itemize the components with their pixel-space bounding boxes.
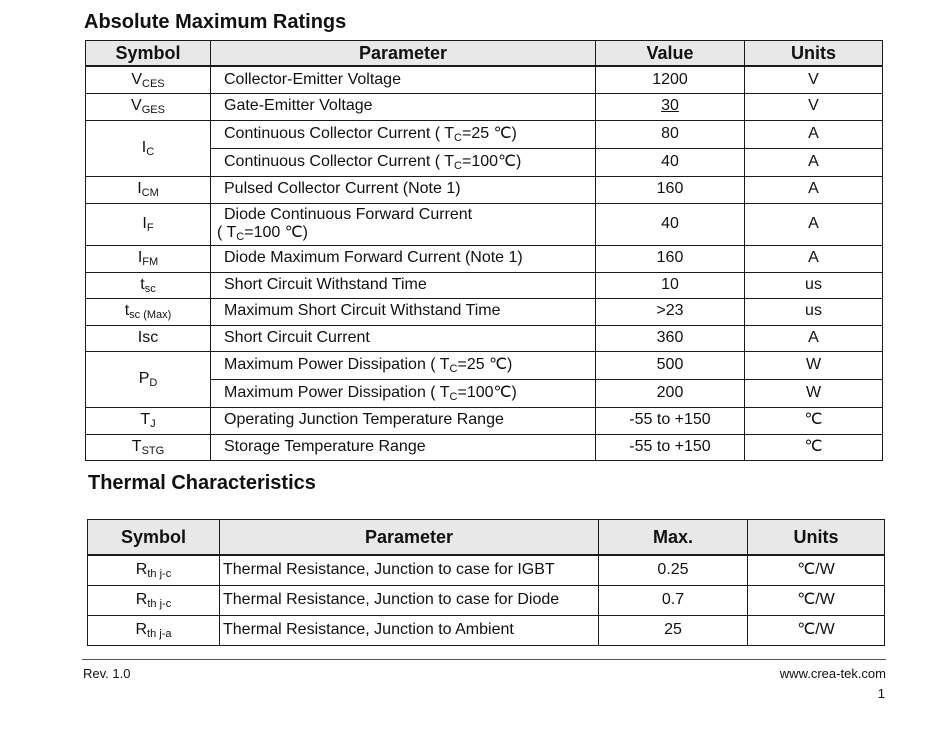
symbol-cell: $R_{th j-a}$ <box>88 616 220 646</box>
parameter-cell: Short Circuit Withstand Time <box>211 272 596 298</box>
parameter-cell: Maximum Power Dissipation ( $T_C=25$ ℃) <box>211 351 596 379</box>
parameter-cell: Continuous Collector Current ( $T_C=25$ ℃) <box>211 120 596 148</box>
symbol-cell: $P_D$ <box>86 351 211 407</box>
unit-cell: ℃/W <box>748 586 885 616</box>
footer-divider <box>82 659 886 660</box>
unit-cell: ℃/W <box>748 555 885 586</box>
website-link[interactable]: www.crea-tek.com <box>779 666 886 681</box>
parameter-cell: Thermal Resistance, Junction to Ambient <box>220 616 599 646</box>
header-max: Max. <box>599 520 748 556</box>
value-cell: 0.7 <box>599 586 748 616</box>
parameter-cell: Operating Junction Temperature Range <box>211 407 596 434</box>
table-row <box>86 407 883 434</box>
unit-cell: ℃/W <box>748 616 885 646</box>
parameter-cell: Thermal Resistance, Junction to case for IGBT <box>220 555 599 586</box>
unit-cell: A <box>745 325 883 351</box>
symbol-cell: $t_{sc (Max)}$ <box>86 298 211 325</box>
table-row <box>86 245 883 272</box>
page-number: 1 <box>877 686 885 701</box>
symbol-cell: $I_F$ <box>86 203 211 245</box>
value-cell: 160 <box>596 245 745 272</box>
value-cell: 160 <box>596 176 745 203</box>
unit-cell: ℃ <box>745 434 883 460</box>
symbol-cell: $V_{CES}$ <box>86 66 211 93</box>
parameter-cell: Gate-Emitter Voltage <box>211 93 596 120</box>
header-symbol: Symbol <box>88 520 220 556</box>
symbol-cell: $I_{FM}$ <box>86 245 211 272</box>
parameter-cell: Diode Maximum Forward Current (Note 1) <box>211 245 596 272</box>
parameter-cell: Pulsed Collector Current (Note 1) <box>211 176 596 203</box>
symbol-cell: $T_{STG}$ <box>86 434 211 460</box>
header-symbol: Symbol <box>86 41 211 67</box>
header-parameter: Parameter <box>211 41 596 67</box>
value-cell: >23 <box>596 298 745 325</box>
value-cell: -55 to +150 <box>596 434 745 460</box>
value-cell: 25 <box>599 616 748 646</box>
parameter-cell: Storage Temperature Range <box>211 434 596 460</box>
value-cell: 80 <box>596 120 745 148</box>
absolute-ratings-title: Absolute Maximum Ratings <box>84 11 347 33</box>
table-row <box>86 272 883 298</box>
symbol-cell: $I_C$ <box>86 120 211 176</box>
symbol-cell: Isc <box>86 325 211 351</box>
table-row <box>88 616 885 646</box>
unit-cell: us <box>745 298 883 325</box>
symbol-cell: $R_{th j-c}$ <box>88 586 220 616</box>
absolute-ratings-table <box>85 40 883 461</box>
parameter-cell: Maximum Power Dissipation ( $T_C=100℃$) <box>211 379 596 407</box>
header-units: Units <box>748 520 885 556</box>
value-cell: 10 <box>596 272 745 298</box>
unit-cell: V <box>745 66 883 93</box>
header-row <box>86 41 883 67</box>
revision-label: Rev. 1.0 <box>83 666 131 681</box>
header-value: Value <box>596 41 745 67</box>
table-row <box>86 203 883 245</box>
value-cell: 0.25 <box>599 555 748 586</box>
parameter-cell: Diode Continuous Forward Current ( $T_C=100$ ℃) <box>211 203 596 245</box>
symbol-cell: $T_J$ <box>86 407 211 434</box>
value-cell: 40 <box>596 203 745 245</box>
symbol-cell: $R_{th j-c}$ <box>88 555 220 586</box>
table-row <box>86 325 883 351</box>
parameter-cell: Collector-Emitter Voltage <box>211 66 596 93</box>
value-cell: 1200 <box>596 66 745 93</box>
symbol-cell: $t_{sc}$ <box>86 272 211 298</box>
unit-cell: V <box>745 93 883 120</box>
value-cell: 200 <box>596 379 745 407</box>
value-cell: 360 <box>596 325 745 351</box>
symbol-cell: $I_{CM}$ <box>86 176 211 203</box>
table-row <box>86 298 883 325</box>
header-units: Units <box>745 41 883 67</box>
parameter-cell: Maximum Short Circuit Withstand Time <box>211 298 596 325</box>
unit-cell: A <box>745 245 883 272</box>
parameter-cell: Thermal Resistance, Junction to case for Diode <box>220 586 599 616</box>
unit-cell: A <box>745 148 883 176</box>
value-cell: -55 to +150 <box>596 407 745 434</box>
unit-cell: A <box>745 203 883 245</box>
thermal-characteristics-title: Thermal Characteristics <box>88 472 316 494</box>
table-row <box>86 66 883 93</box>
table-row <box>86 176 883 203</box>
unit-cell: W <box>745 351 883 379</box>
unit-cell: W <box>745 379 883 407</box>
unit-cell: A <box>745 176 883 203</box>
header-row <box>88 520 885 556</box>
unit-cell: us <box>745 272 883 298</box>
parameter-cell: Short Circuit Current <box>211 325 596 351</box>
unit-cell: ℃ <box>745 407 883 434</box>
table-row <box>86 120 883 148</box>
header-parameter: Parameter <box>220 520 599 556</box>
table-row <box>88 586 885 616</box>
value-cell: 30 <box>596 93 745 120</box>
thermal-characteristics-table <box>87 519 885 646</box>
table-row <box>86 351 883 379</box>
value-cell: 500 <box>596 351 745 379</box>
parameter-cell: Continuous Collector Current ( $T_C=100℃$) <box>211 148 596 176</box>
unit-cell: A <box>745 120 883 148</box>
symbol-cell: $V_{GES}$ <box>86 93 211 120</box>
table-row <box>86 434 883 460</box>
value-cell: 40 <box>596 148 745 176</box>
table-row <box>86 93 883 120</box>
table-row <box>88 555 885 586</box>
